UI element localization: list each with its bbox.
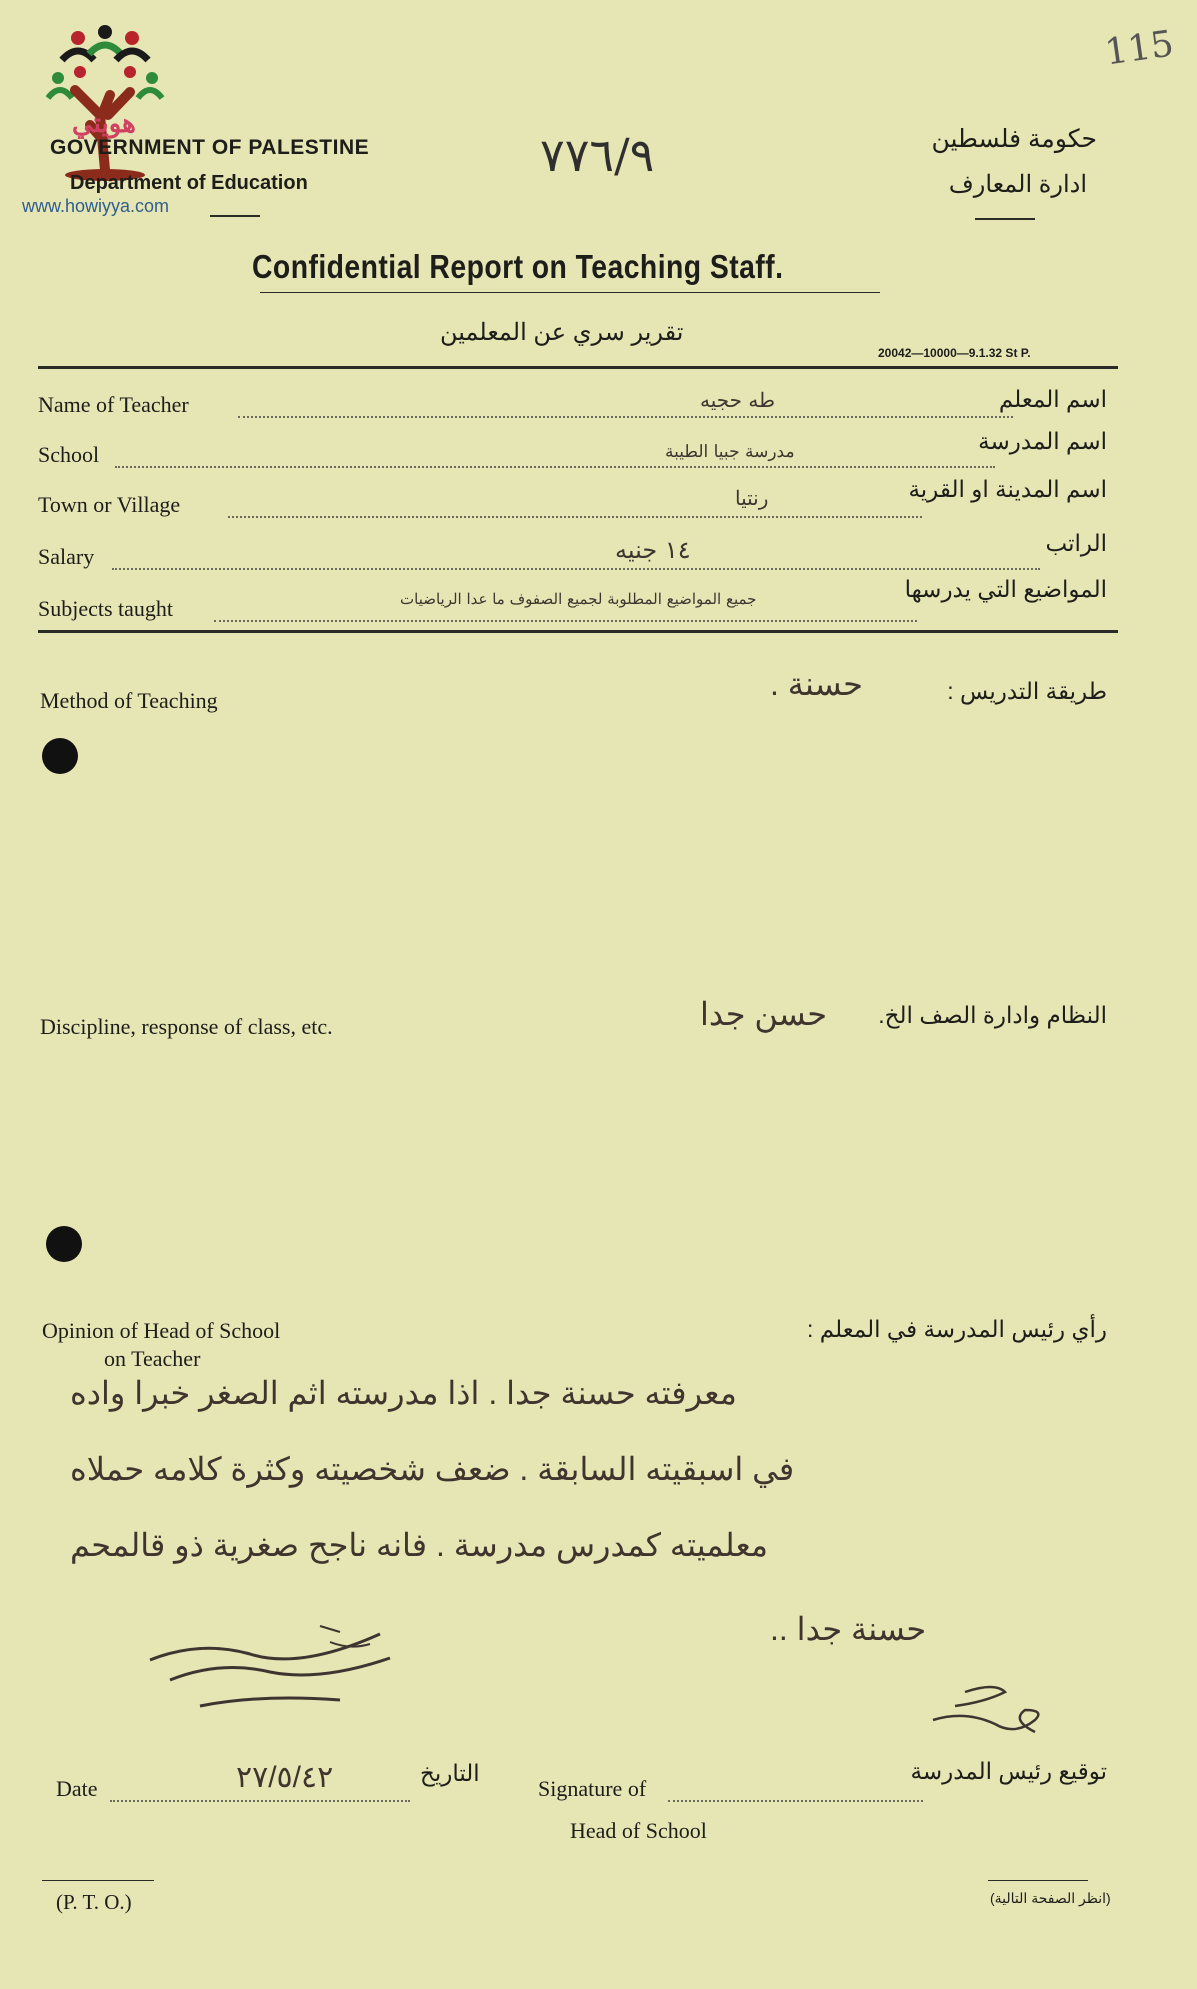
field-line-subjects [214, 620, 917, 622]
government-heading-ar: حكومة فلسطين [931, 125, 1097, 153]
discipline-value: حسن جدا [700, 996, 828, 1032]
field-label-subjects-ar: المواضيع التي يدرسها [904, 576, 1107, 602]
pto-label-ar: (انظر الصفحة التالية) [990, 1890, 1111, 1906]
opinion-line-4: حسنة جدا .. [770, 1611, 927, 1647]
method-label: Method of Teaching [40, 688, 218, 713]
signature-label: Signature of [538, 1776, 647, 1801]
watermark-url: www.howiyya.com [22, 196, 170, 216]
date-label: Date [56, 1776, 98, 1801]
field-label-subjects: Subjects taught [38, 596, 174, 621]
head-signature [925, 1680, 1065, 1750]
pto-label: (P. T. O.) [56, 1890, 132, 1914]
howiyya-logo [30, 20, 180, 190]
field-label-name: Name of Teacher [38, 392, 189, 417]
signature-line [668, 1800, 923, 1802]
fields-top-rule [38, 366, 1118, 369]
department-heading-ar: ادارة المعارف [948, 171, 1087, 198]
field-label-school-ar: اسم المدرسة [978, 428, 1107, 454]
field-line-school [115, 466, 995, 468]
pto-rule-right [988, 1880, 1088, 1881]
opinion-label-ar: رأي رئيس المدرسة في المعلم : [807, 1316, 1107, 1342]
opinion-line-1: معرفته حسنة جدا . اذا مدرسته اثم الصغر خبرا واده [70, 1375, 737, 1411]
field-value-town: رنتيا [735, 486, 769, 510]
pto-rule-left [42, 1880, 154, 1881]
department-heading: Department of Education [70, 172, 308, 194]
signature-label-line2: Head of School [570, 1818, 707, 1843]
method-value: حسنة . [770, 666, 863, 702]
reference-number: ٧٧٦/٩ [540, 128, 655, 182]
opinion-label-line2: on Teacher [104, 1346, 201, 1371]
page-mark: 115 [1102, 23, 1177, 74]
signature-label-ar: توقيع رئيس المدرسة [910, 1758, 1107, 1784]
discipline-label-ar: النظام وادارة الصف الخ. [878, 1002, 1107, 1028]
field-value-subjects: جميع المواضيع المطلوبة لجميع الصفوف ما عدا الرياضيات [400, 590, 757, 608]
watermark-logo-text: هويتي [72, 108, 136, 138]
inspector-signature [140, 1620, 410, 1710]
header-rule-right [975, 218, 1035, 220]
opinion-line-3: معلميته كمدرس مدرسة . فانه ناجح صغرية ذو قالمحم [70, 1527, 769, 1563]
opinion-label: Opinion of Head of School [42, 1318, 281, 1343]
print-code: 20042—10000—9.1.32 St P. [878, 346, 1031, 360]
fields-bottom-rule [38, 630, 1118, 633]
field-line-town [228, 516, 922, 518]
field-label-name-ar: اسم المعلم [998, 386, 1107, 412]
government-heading: GOVERNMENT OF PALESTINE [50, 136, 370, 159]
method-label-ar: طريقة التدريس : [947, 678, 1107, 704]
header-rule-left [210, 215, 260, 217]
field-label-salary: Salary [38, 544, 95, 569]
field-label-school: School [38, 442, 100, 467]
field-value-salary: ١٤ جنيه [615, 536, 691, 564]
field-label-town: Town or Village [38, 492, 181, 517]
date-label-ar: التاريخ [420, 1760, 480, 1786]
title-underline [260, 292, 880, 293]
field-value-name: طه حجيه [700, 388, 776, 412]
discipline-label: Discipline, response of class, etc. [40, 1014, 333, 1039]
opinion-line-2: في اسبقيته السابقة . ضعف شخصيته وكثرة كلامه حملاه [70, 1451, 795, 1487]
field-value-school: مدرسة جبيا الطيبة [665, 442, 795, 462]
field-label-town-ar: اسم المدينة او القرية [908, 476, 1107, 502]
report-title: Confidential Report on Teaching Staff. [252, 248, 784, 285]
report-title-ar: تقرير سري عن المعلمين [440, 319, 684, 346]
date-line [110, 1800, 410, 1802]
field-line-name [238, 416, 1013, 418]
date-value: ٢٧/٥/٤٢ [236, 1761, 334, 1794]
punch-hole-bottom [46, 1226, 82, 1262]
field-line-salary [112, 568, 1040, 570]
punch-hole-top [42, 738, 78, 774]
field-label-salary-ar: الراتب [1045, 530, 1107, 556]
